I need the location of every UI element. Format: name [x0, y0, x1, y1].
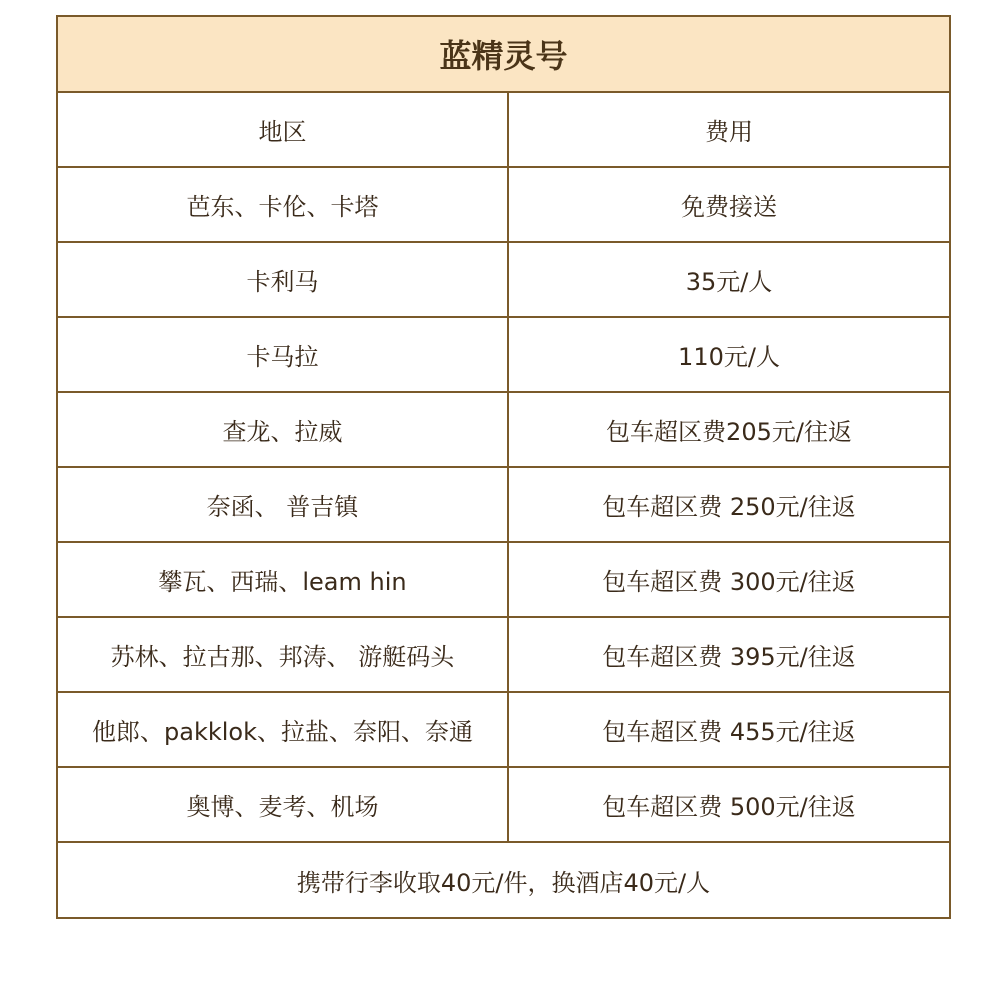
region-cell: 奈函、 普吉镇 [57, 467, 508, 542]
fee-cell: 免费接送 [508, 167, 950, 242]
fee-cell: 包车超区费 300元/往返 [508, 542, 950, 617]
table-row [57, 692, 950, 767]
table-row [57, 467, 950, 542]
title-row [57, 16, 950, 92]
header-row [57, 92, 950, 167]
fee-cell: 110元/人 [508, 317, 950, 392]
table-row [57, 167, 950, 242]
fee-cell: 包车超区费 500元/往返 [508, 767, 950, 842]
table-title: 蓝精灵号 [57, 16, 950, 92]
fee-cell: 包车超区费 455元/往返 [508, 692, 950, 767]
fee-cell: 包车超区费205元/往返 [508, 392, 950, 467]
table-row [57, 617, 950, 692]
region-cell: 卡利马 [57, 242, 508, 317]
footer-row [57, 842, 950, 918]
fee-cell: 包车超区费 250元/往返 [508, 467, 950, 542]
region-cell: 奥博、麦考、机场 [57, 767, 508, 842]
footer-note: 携带行李收取40元/件，换酒店40元/人 [57, 842, 950, 918]
region-cell: 攀瓦、西瑞、leam hin [57, 542, 508, 617]
region-cell: 卡马拉 [57, 317, 508, 392]
header-region: 地区 [57, 92, 508, 167]
header-fee: 费用 [508, 92, 950, 167]
fee-table [56, 15, 951, 919]
region-cell: 查龙、拉威 [57, 392, 508, 467]
region-cell: 苏林、拉古那、邦涛、 游艇码头 [57, 617, 508, 692]
table-row [57, 542, 950, 617]
table-row [57, 392, 950, 467]
fee-cell: 包车超区费 395元/往返 [508, 617, 950, 692]
fee-table-container [56, 15, 949, 919]
region-cell: 他郎、pakklok、拉盐、奈阳、奈通 [57, 692, 508, 767]
fee-cell: 35元/人 [508, 242, 950, 317]
table-row [57, 242, 950, 317]
table-row [57, 317, 950, 392]
table-row [57, 767, 950, 842]
region-cell: 芭东、卡伦、卡塔 [57, 167, 508, 242]
